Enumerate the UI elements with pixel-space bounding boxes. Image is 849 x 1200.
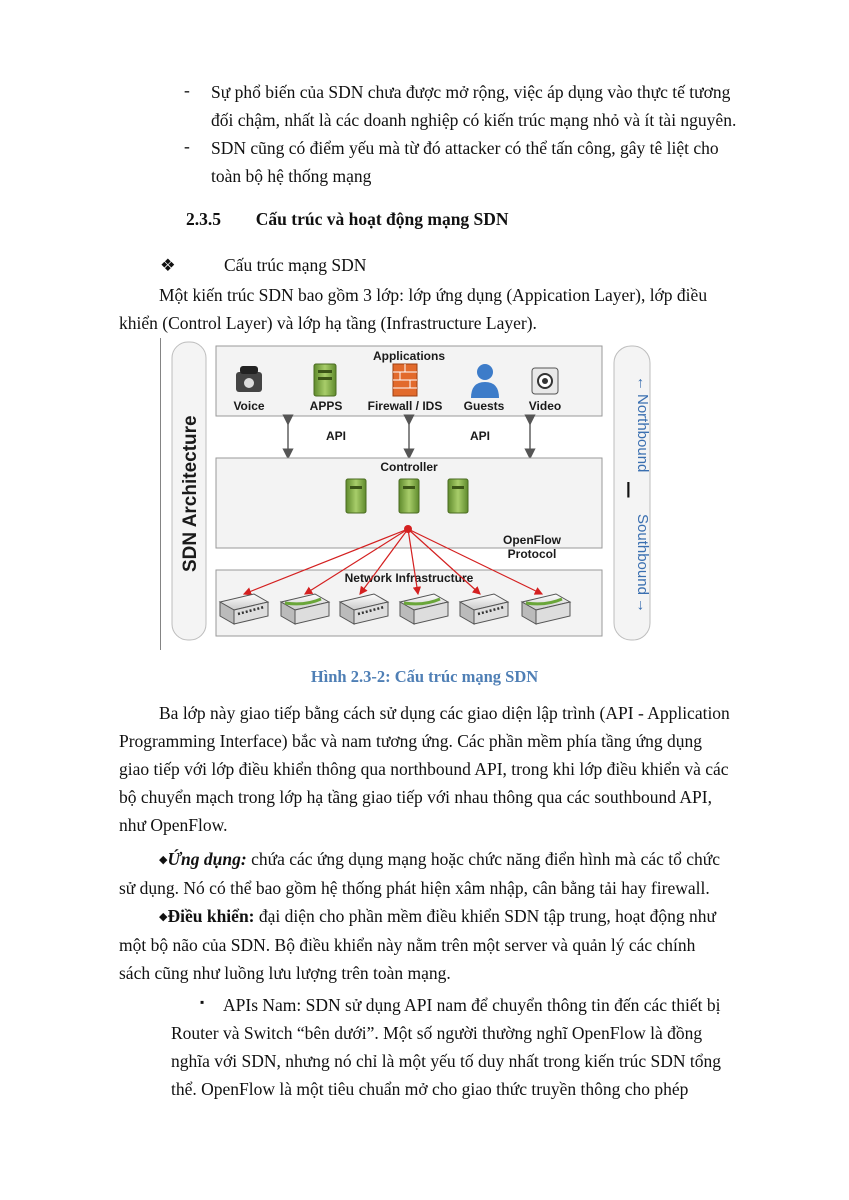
controller-server-icon (346, 479, 468, 513)
section-number: 2.3.5 (186, 209, 221, 229)
diamond-bullet-icon: ◆ (159, 911, 168, 923)
figure-caption: Hình 2.3-2: Cấu trúc mạng SDN (310, 667, 539, 686)
southbound-label: Southbound (634, 514, 651, 595)
bullet-limited-adoption (211, 78, 769, 134)
southbound-arrow-icon: → (634, 598, 651, 613)
text-line: Ba lớp này giao tiếp bằng cách sử dụng các giao diện lập trình (API - Application (159, 703, 730, 723)
api-label-right: API (469, 429, 491, 443)
text-span: đại diện cho phần mềm điều khiển SDN tập trung, hoạt động như (254, 906, 716, 926)
text-line: sách cũng như luồng lưu lượng trên toàn mạng. (119, 963, 451, 983)
api-label-left: API (325, 429, 347, 443)
applications-title: Applications (372, 349, 446, 363)
text-line: Sự phổ biến của SDN chưa được mở rộng, việc áp dụng vào thực tế tương (211, 82, 731, 102)
text-line: APIs Nam: SDN sử dụng API nam để chuyển thông tin đến các thiết bị (223, 995, 721, 1015)
text-line: đối chậm, nhất là các doanh nghiệp có kiến trúc mạng nhỏ và ít tài nguyên. (211, 110, 737, 130)
text-line: Programming Interface) bắc và nam tương ứng. Các phần mềm phía tầng ứng dụng (119, 731, 702, 751)
section-title: Cấu trúc và hoạt động mạng SDN (255, 209, 509, 229)
text-line (119, 902, 769, 931)
dash-bullet: - (184, 136, 190, 156)
text-line: toàn bộ hệ thống mạng (211, 166, 372, 186)
paragraph-api-communication (119, 699, 769, 839)
paragraph-apis-nam (171, 991, 769, 1103)
openflow-label-line1: OpenFlow (503, 533, 561, 547)
text-span: chứa các ứng dụng mạng hoặc chức năng điển hình mà các tổ chức (246, 849, 720, 869)
text-line (119, 845, 769, 874)
video-camera-icon (532, 368, 558, 394)
text-line: thể. OpenFlow là một tiêu chuẩn mở cho giao thức truyền thông cho phép (171, 1079, 689, 1099)
text-line: Router và Switch “bên dưới”. Một số người thường nghĩ OpenFlow là đồng (171, 1023, 703, 1043)
text-line: sử dụng. Nó có thể bao gồm hệ thống phát hiện xâm nhập, cân bằng tải hay firewall. (119, 878, 710, 898)
square-bullet-icon: ▪ (200, 995, 205, 1009)
text-line: một bộ não của SDN. Bộ điều khiển này nằm trên một server và quản lý các chính (119, 935, 696, 955)
diamond-bullet-icon: ❖ (160, 255, 176, 275)
app-label-firewall: Firewall / IDS (367, 399, 443, 413)
openflow-label-line2: Protocol (507, 547, 557, 561)
text-line: giao tiếp với lớp điều khiển thông qua northbound API, trong khi lớp điều khiển và các (119, 759, 729, 779)
northbound-label-arrow-icon: ← (634, 376, 651, 391)
paragraph-application (119, 845, 769, 902)
text-line: nghĩa với SDN, nhưng nó chỉ là một yếu tố duy nhất trong kiến trúc SDN tổng (171, 1051, 722, 1071)
app-label-apps: APPS (309, 399, 343, 413)
term-dieu-khien: Điều khiển: (167, 906, 255, 926)
sub-bullet-label: Cấu trúc mạng SDN (224, 255, 367, 275)
direction-separator: | (626, 479, 631, 498)
controller-title: Controller (380, 460, 438, 474)
sdn-architecture-diagram (160, 336, 658, 652)
text-line: khiển (Control Layer) và lớp hạ tầng (Infrastructure Layer). (119, 313, 537, 333)
apps-server-icon (314, 364, 336, 396)
section-heading (186, 209, 509, 230)
firewall-icon (393, 364, 417, 396)
bullet-attack-weakness (211, 134, 769, 190)
api-arrows (288, 420, 530, 454)
diamond-bullet-icon: ◆ (159, 854, 168, 866)
app-label-guests: Guests (463, 399, 505, 413)
app-label-voice: Voice (233, 399, 265, 413)
paragraph-control (119, 902, 769, 987)
text-line: như OpenFlow. (119, 815, 228, 835)
intro-paragraph (119, 281, 769, 337)
northbound-label: Northbound (634, 394, 651, 473)
text-line: Một kiến trúc SDN bao gồm 3 lớp: lớp ứng dụng (Appication Layer), lớp điều (159, 285, 708, 305)
term-ung-dung: Ứng dụng: (167, 849, 247, 869)
text-line: SDN cũng có điểm yếu mà từ đó attacker có thể tấn công, gây tê liệt cho (211, 138, 719, 158)
dash-bullet: - (184, 80, 190, 100)
infrastructure-title: Network Infrastructure (344, 571, 474, 585)
side-title: SDN Architecture (180, 415, 201, 572)
app-label-video: Video (528, 399, 562, 413)
text-line: bộ chuyển mạch trong lớp hạ tầng giao tiếp với nhau thông qua các southbound API, (119, 787, 712, 807)
